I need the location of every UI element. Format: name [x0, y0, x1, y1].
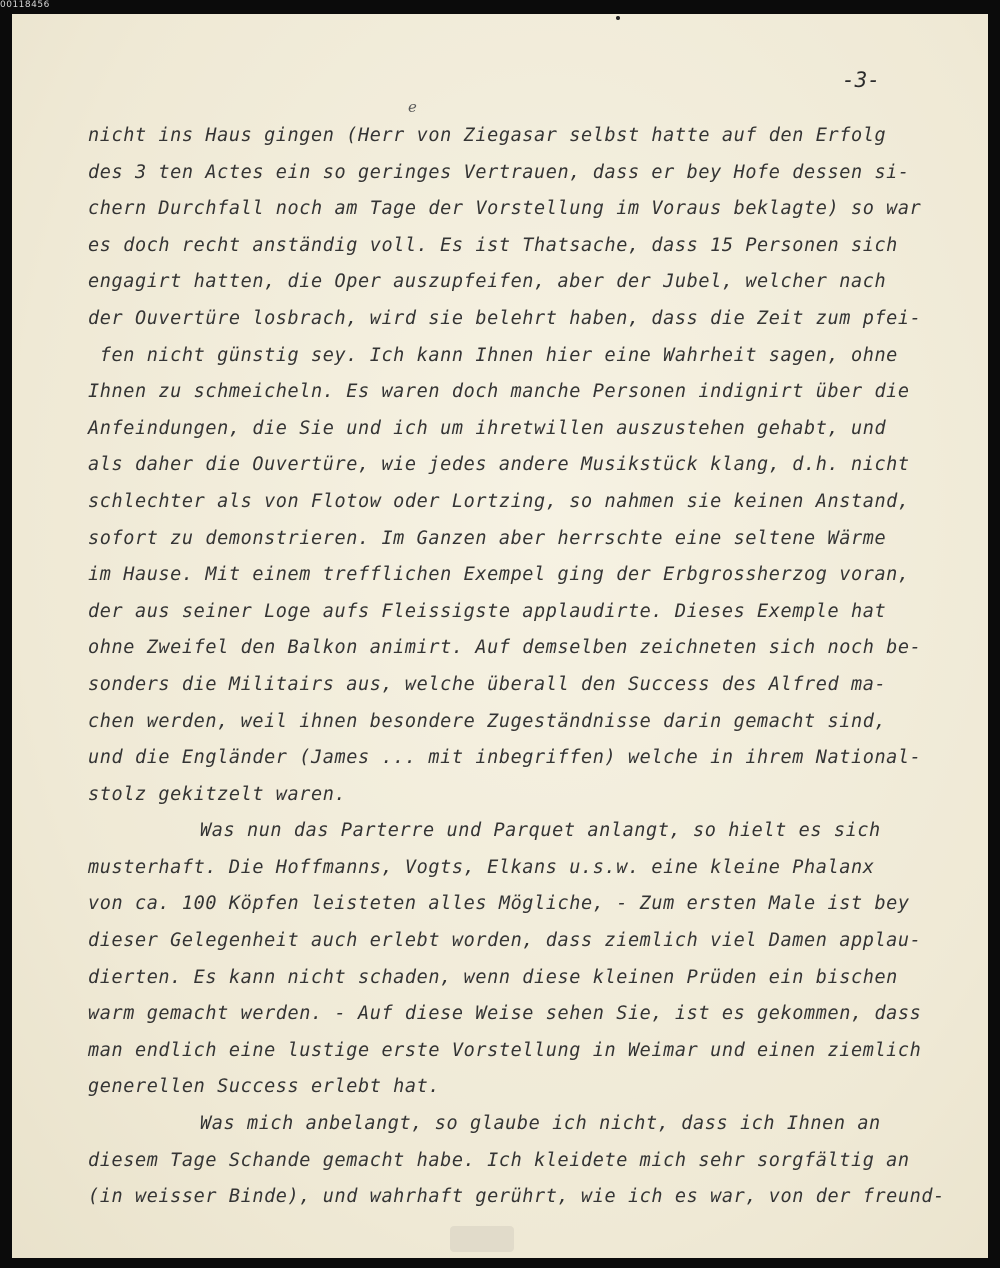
text-line: Was nun das Parterre und Parquet anlangt, so hielt es sich	[200, 820, 881, 842]
text-line: dieser Gelegenheit auch erlebt worden, dass ziemlich viel Damen applau-	[88, 930, 922, 952]
text-line: nicht ins Haus gingen (Herr von Ziegasar selbst hatte auf den Erfolg	[88, 125, 887, 146]
ink-dot	[616, 16, 620, 20]
text-line: (in weisser Binde), und wahrhaft gerührt, wie ich es war, von der freund-	[88, 1186, 945, 1208]
text-line: im Hause. Mit einem trefflichen Exempel ging der Erbgrossherzog voran,	[88, 564, 910, 586]
text-line: warm gemacht werden. - Auf diese Weise sehen Sie, ist es gekommen, dass	[88, 1003, 922, 1025]
library-stamp	[450, 1226, 514, 1252]
text-line: der aus seiner Loge aufs Fleissigste applaudirte. Dieses Exemple hat	[88, 600, 887, 622]
text-line: dierten. Es kann nicht schaden, wenn diese kleinen Prüden ein bischen	[88, 966, 898, 988]
text-line: stolz gekitzelt waren.	[88, 783, 347, 805]
text-line: sofort zu demonstrieren. Im Ganzen aber herrschte eine seltene Wärme	[88, 527, 887, 549]
text-line: fen nicht günstig sey. Ich kann Ihnen hier eine Wahrheit sagen, ohne	[88, 344, 898, 366]
text-line: musterhaft. Die Hoffmanns, Vogts, Elkans u.s.w. eine kleine Phalanx	[88, 856, 875, 878]
text-line: der Ouvertüre losbrach, wird sie belehrt haben, dass die Zeit zum pfei-	[88, 307, 922, 329]
text-line: des 3 ten Actes ein so geringes Vertrauen, dass er bey Hofe dessen si-	[88, 161, 910, 183]
text-line: man endlich eine lustige erste Vorstellung in Weimar und einen ziemlich	[88, 1039, 922, 1061]
text-line: Was mich anbelangt, so glaube ich nicht, dass ich Ihnen an	[200, 1113, 881, 1135]
text-line: als daher die Ouvertüre, wie jedes andere Musikstück klang, d.h. nicht	[88, 454, 910, 476]
text-line: schlechter als von Flotow oder Lortzing, so nahmen sie keinen Anstand,	[88, 490, 910, 512]
text-line: Ihnen zu schmeicheln. Es waren doch manche Personen indignirt über die	[88, 381, 910, 403]
text-line: Anfeindungen, die Sie und ich um ihretwillen auszustehen gehabt, und	[88, 417, 887, 439]
text-line: engagirt hatten, die Oper auszupfeifen, aber der Jubel, welcher nach	[88, 271, 887, 293]
text-line: chen werden, weil ihnen besondere Zugeständnisse darin gemacht sind,	[88, 710, 887, 732]
text-line: es doch recht anständig voll. Es ist Thatsache, dass 15 Personen sich	[88, 234, 898, 256]
text-line: chern Durchfall noch am Tage der Vorstellung im Voraus beklagte) so war	[88, 198, 922, 220]
text-line: ohne Zweifel den Balkon animirt. Auf demselben zeichneten sich noch be-	[88, 637, 922, 659]
typed-text-body	[88, 118, 968, 1216]
handwritten-insert-mark: e	[408, 98, 417, 116]
text-line: und die Engländer (James ... mit inbegriffen) welche in ihrem National-	[88, 747, 922, 769]
archive-id: 00118456	[0, 0, 50, 10]
document-page	[12, 14, 988, 1258]
text-line: generellen Success erlebt hat.	[88, 1076, 441, 1098]
text-line: sonders die Militairs aus, welche überall den Success des Alfred ma-	[88, 673, 887, 695]
page-number: -3-	[842, 68, 880, 92]
text-line: diesem Tage Schande gemacht habe. Ich kleidete mich sehr sorgfältig an	[88, 1149, 910, 1171]
text-line: von ca. 100 Köpfen leisteten alles Mögliche, - Zum ersten Male ist bey	[88, 893, 910, 915]
